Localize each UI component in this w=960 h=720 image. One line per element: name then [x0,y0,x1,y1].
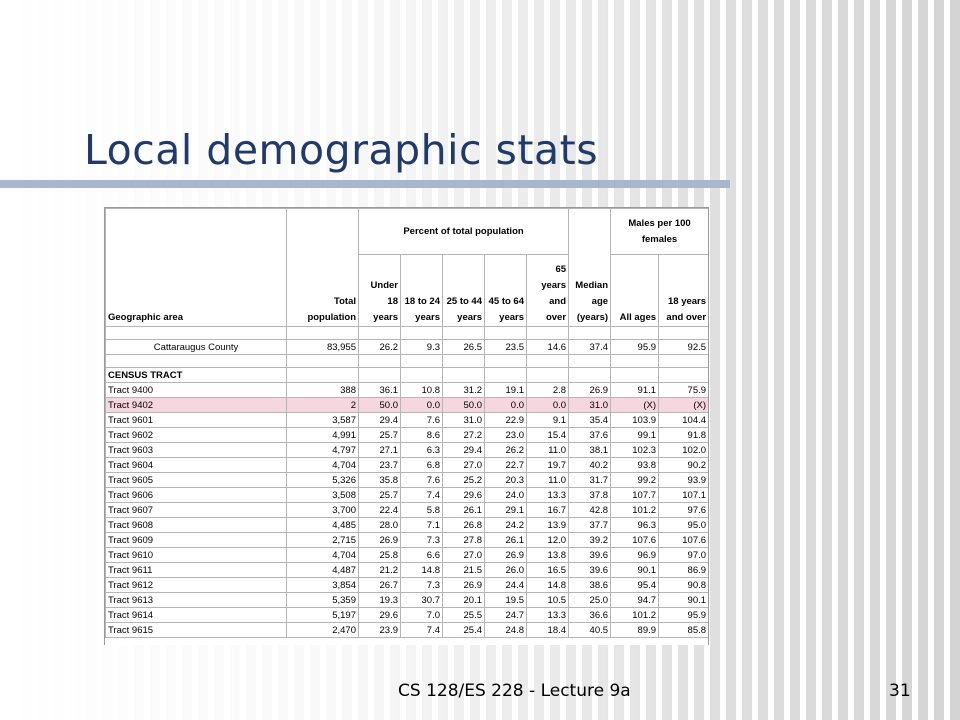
tract-under-18: 26.9 [359,533,401,548]
tract-total: 5,197 [287,608,359,623]
tract-males-all: 90.1 [611,563,659,578]
tract-18-24: 6.8 [401,458,443,473]
tract-18-24: 7.3 [401,578,443,593]
tract-total: 2,715 [287,533,359,548]
county-25-44: 26.5 [443,340,485,355]
header-total-population-label: Total population [307,296,356,323]
census-table-image [104,207,709,645]
tract-45-64: 19.5 [485,593,527,608]
tract-total: 3,854 [287,578,359,593]
tract-25-44: 50.0 [443,398,485,413]
tract-under-18: 25.7 [359,428,401,443]
tract-under-18: 23.9 [359,623,401,638]
header-45-64-label: 45 to 64 years [488,296,524,323]
table-row [106,608,709,623]
tract-name: Tract 9606 [106,488,287,503]
tract-males-18-over: 85.8 [659,623,709,638]
header-all-ages-label: All ages [619,312,657,323]
tract-65-over: 16.7 [527,503,569,518]
tract-18-24: 7.6 [401,473,443,488]
census-table-body [106,327,709,638]
tract-males-18-over: 75.9 [659,383,709,398]
tract-males-all: 96.9 [611,548,659,563]
tract-males-all: 94.7 [611,593,659,608]
tract-median-age: 31.0 [569,398,611,413]
tract-under-18: 28.0 [359,518,401,533]
table-row [106,488,709,503]
tract-name: Tract 9613 [106,593,287,608]
tract-25-44: 27.2 [443,428,485,443]
tract-males-18-over: 97.6 [659,503,709,518]
tract-males-18-over: 107.1 [659,488,709,503]
header-median-age-label: Median age (years) [575,280,609,323]
tract-25-44: 27.0 [443,548,485,563]
tract-45-64: 24.0 [485,488,527,503]
tract-name: Tract 9607 [106,503,287,518]
tract-65-over: 15.4 [527,428,569,443]
tract-under-18: 26.7 [359,578,401,593]
tract-65-over: 19.7 [527,458,569,473]
header-65-over [527,255,569,327]
slide-footer: CS 128/ES 228 - Lecture 9a [398,681,631,701]
table-row [106,413,709,428]
section-row [106,368,709,383]
table-row [106,518,709,533]
tract-total: 5,359 [287,593,359,608]
county-median-age: 37.4 [569,340,611,355]
tract-total: 4,704 [287,548,359,563]
tract-median-age: 40.2 [569,458,611,473]
tract-45-64: 20.3 [485,473,527,488]
table-row [106,563,709,578]
tract-median-age: 39.6 [569,563,611,578]
tract-25-44: 29.6 [443,488,485,503]
tract-18-24: 7.6 [401,413,443,428]
tract-25-44: 29.4 [443,443,485,458]
tract-males-all: 99.2 [611,473,659,488]
tract-18-24: 7.1 [401,518,443,533]
tract-45-64: 24.2 [485,518,527,533]
tract-males-all: 96.3 [611,518,659,533]
tract-median-age: 39.6 [569,548,611,563]
table-row [106,383,709,398]
tract-males-all: 99.1 [611,428,659,443]
tract-total: 388 [287,383,359,398]
tract-18-24: 8.6 [401,428,443,443]
tract-under-18: 22.4 [359,503,401,518]
tract-65-over: 16.5 [527,563,569,578]
tract-males-all: (X) [611,398,659,413]
slide-title: Local demographic stats [84,126,599,174]
table-row [106,623,709,638]
tract-under-18: 21.2 [359,563,401,578]
tract-18-24: 0.0 [401,398,443,413]
header-65-over-label: 65 years and over [541,264,567,323]
tract-males-18-over: 91.8 [659,428,709,443]
tract-65-over: 13.3 [527,488,569,503]
tract-under-18: 19.3 [359,593,401,608]
county-under-18: 26.2 [359,340,401,355]
tract-total: 4,797 [287,443,359,458]
section-label: CENSUS TRACT [106,368,287,383]
header-total-population [287,209,359,327]
tract-median-age: 35.4 [569,413,611,428]
tract-under-18: 36.1 [359,383,401,398]
header-25-44 [443,255,485,327]
table-row [106,428,709,443]
tract-25-44: 21.5 [443,563,485,578]
tract-name: Tract 9608 [106,518,287,533]
blank-row [106,327,709,340]
tract-65-over: 13.8 [527,548,569,563]
tract-under-18: 50.0 [359,398,401,413]
header-under-18-label: Under 18 years [370,280,398,323]
tract-45-64: 29.1 [485,503,527,518]
tract-under-18: 29.6 [359,608,401,623]
tract-median-age: 38.6 [569,578,611,593]
tract-median-age: 25.0 [569,593,611,608]
tract-name: Tract 9612 [106,578,287,593]
header-males-group-label: Males per 100 females [628,217,691,245]
tract-45-64: 0.0 [485,398,527,413]
county-males-all: 95.9 [611,340,659,355]
table-row [106,458,709,473]
tract-median-age: 42.8 [569,503,611,518]
tract-median-age: 36.6 [569,608,611,623]
tract-25-44: 27.0 [443,458,485,473]
tract-45-64: 22.7 [485,458,527,473]
header-median-age [569,209,611,327]
tract-males-all: 107.7 [611,488,659,503]
tract-name: Tract 9611 [106,563,287,578]
tract-males-all: 107.6 [611,533,659,548]
tract-65-over: 13.3 [527,608,569,623]
county-18-24: 9.3 [401,340,443,355]
header-under-18 [359,255,401,327]
tract-median-age: 37.6 [569,428,611,443]
header-18-24 [401,255,443,327]
tract-total: 2,470 [287,623,359,638]
tract-25-44: 26.9 [443,578,485,593]
tract-total: 5,326 [287,473,359,488]
tract-name: Tract 9605 [106,473,287,488]
table-row [106,533,709,548]
tract-males-18-over: 93.9 [659,473,709,488]
header-18-over [659,255,709,327]
tract-45-64: 22.9 [485,413,527,428]
tract-name: Tract 9601 [106,413,287,428]
tract-males-18-over: 90.1 [659,593,709,608]
tract-males-18-over: 90.8 [659,578,709,593]
table-row [106,473,709,488]
tract-18-24: 10.8 [401,383,443,398]
tract-under-18: 29.4 [359,413,401,428]
tract-45-64: 24.7 [485,608,527,623]
tract-name: Tract 9602 [106,428,287,443]
tract-65-over: 11.0 [527,473,569,488]
header-45-64 [485,255,527,327]
tract-65-over: 0.0 [527,398,569,413]
tract-25-44: 26.8 [443,518,485,533]
tract-25-44: 31.0 [443,413,485,428]
tract-45-64: 24.4 [485,578,527,593]
tract-65-over: 9.1 [527,413,569,428]
tract-25-44: 27.8 [443,533,485,548]
header-males-group [611,209,709,255]
tract-45-64: 26.2 [485,443,527,458]
tract-males-all: 101.2 [611,503,659,518]
county-total: 83,955 [287,340,359,355]
tract-under-18: 35.8 [359,473,401,488]
tract-name: Tract 9603 [106,443,287,458]
tract-males-18-over: 95.9 [659,608,709,623]
header-percent-group: Percent of total population [359,209,569,255]
tract-25-44: 20.1 [443,593,485,608]
table-row [106,593,709,608]
tract-males-all: 91.1 [611,383,659,398]
tract-under-18: 23.7 [359,458,401,473]
header-geographic-area: Geographic area [106,209,287,327]
tract-total: 4,704 [287,458,359,473]
tract-65-over: 11.0 [527,443,569,458]
tract-median-age: 40.5 [569,623,611,638]
tract-males-18-over: 86.9 [659,563,709,578]
tract-total: 4,485 [287,518,359,533]
table-row [106,578,709,593]
page-number: 31 [889,681,911,701]
tract-males-all: 102.3 [611,443,659,458]
tract-males-all: 95.4 [611,578,659,593]
tract-18-24: 7.4 [401,488,443,503]
title-underline [0,180,730,188]
tract-median-age: 31.7 [569,473,611,488]
tract-25-44: 25.4 [443,623,485,638]
tract-males-all: 103.9 [611,413,659,428]
county-65-over: 14.6 [527,340,569,355]
tract-65-over: 13.9 [527,518,569,533]
tract-18-24: 5.8 [401,503,443,518]
tract-males-18-over: 102.0 [659,443,709,458]
tract-65-over: 2.8 [527,383,569,398]
tract-males-18-over: 104.4 [659,413,709,428]
county-45-64: 23.5 [485,340,527,355]
tract-45-64: 26.0 [485,563,527,578]
tract-18-24: 7.0 [401,608,443,623]
tract-18-24: 14.8 [401,563,443,578]
tract-males-18-over: 97.0 [659,548,709,563]
tract-45-64: 19.1 [485,383,527,398]
tract-65-over: 18.4 [527,623,569,638]
tract-males-all: 93.8 [611,458,659,473]
tract-total: 3,508 [287,488,359,503]
tract-males-18-over: 90.2 [659,458,709,473]
header-18-24-label: 18 to 24 years [404,296,440,323]
tract-males-all: 89.9 [611,623,659,638]
header-all-ages [611,255,659,327]
tract-25-44: 31.2 [443,383,485,398]
tract-median-age: 39.2 [569,533,611,548]
tract-name: Tract 9609 [106,533,287,548]
tract-males-all: 101.2 [611,608,659,623]
county-males-18-over: 92.5 [659,340,709,355]
tract-total: 4,991 [287,428,359,443]
tract-name: Tract 9402 [106,398,287,413]
tract-45-64: 24.8 [485,623,527,638]
tract-under-18: 27.1 [359,443,401,458]
tract-total: 2 [287,398,359,413]
tract-65-over: 14.8 [527,578,569,593]
tract-45-64: 26.1 [485,533,527,548]
tract-under-18: 25.8 [359,548,401,563]
table-row [106,503,709,518]
tract-males-18-over: 107.6 [659,533,709,548]
tract-name: Tract 9610 [106,548,287,563]
tract-18-24: 7.3 [401,533,443,548]
header-25-44-label: 25 to 44 years [446,296,482,323]
tract-name: Tract 9400 [106,383,287,398]
tract-median-age: 37.8 [569,488,611,503]
tract-18-24: 6.3 [401,443,443,458]
tract-25-44: 25.5 [443,608,485,623]
tract-name: Tract 9615 [106,623,287,638]
tract-65-over: 12.0 [527,533,569,548]
tract-under-18: 25.7 [359,488,401,503]
county-name: Cattaraugus County [106,340,287,355]
tract-median-age: 37.7 [569,518,611,533]
tract-name: Tract 9604 [106,458,287,473]
county-row [106,340,709,355]
tract-males-18-over: (X) [659,398,709,413]
tract-median-age: 26.9 [569,383,611,398]
table-row [106,443,709,458]
tract-total: 4,487 [287,563,359,578]
tract-18-24: 30.7 [401,593,443,608]
table-row [106,548,709,563]
tract-18-24: 7.4 [401,623,443,638]
tract-45-64: 23.0 [485,428,527,443]
tract-45-64: 26.9 [485,548,527,563]
tract-25-44: 26.1 [443,503,485,518]
header-18-over-label: 18 years and over [666,296,707,323]
census-table [105,208,709,638]
blank-row [106,355,709,368]
tract-name: Tract 9614 [106,608,287,623]
tract-median-age: 38.1 [569,443,611,458]
tract-males-18-over: 95.0 [659,518,709,533]
tract-total: 3,700 [287,503,359,518]
tract-total: 3,587 [287,413,359,428]
table-row [106,398,709,413]
tract-65-over: 10.5 [527,593,569,608]
tract-25-44: 25.2 [443,473,485,488]
tract-18-24: 6.6 [401,548,443,563]
